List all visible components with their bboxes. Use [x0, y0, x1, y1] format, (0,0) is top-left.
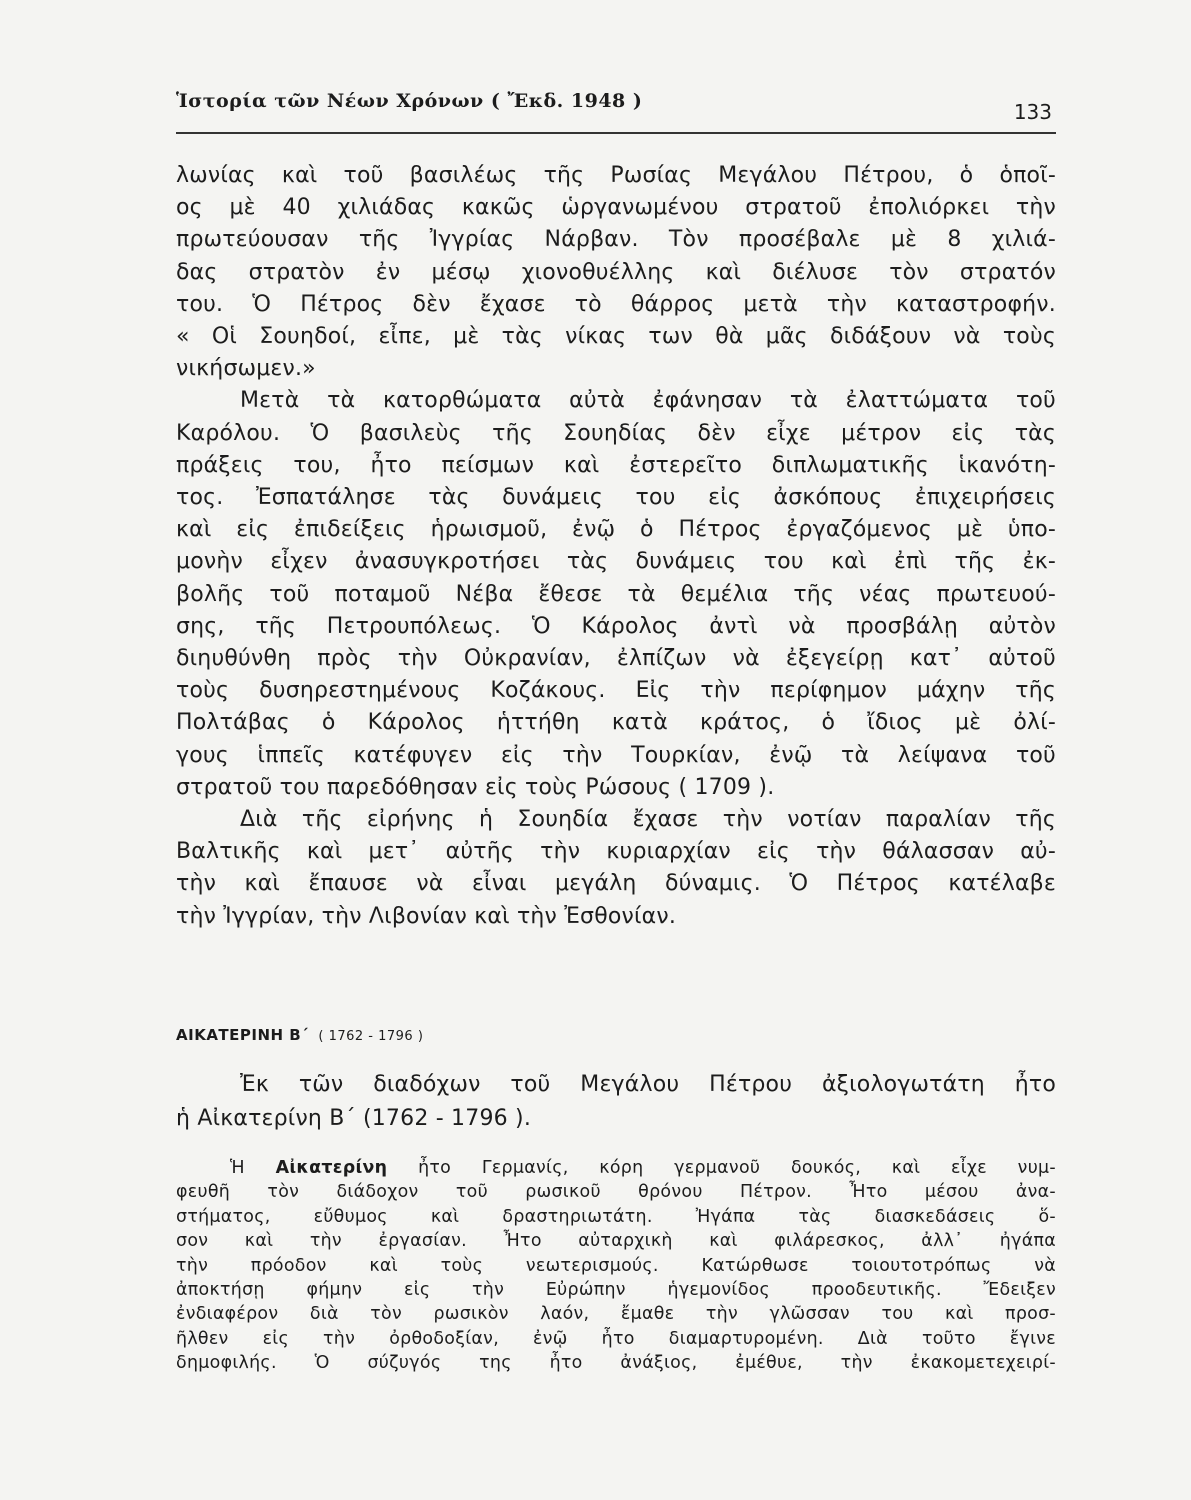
text-line: τὴν πρόοδον καὶ τοὺς νεωτερισμούς. Κατώρθωσε τοιουτοτρόπως νὰ — [176, 1255, 1056, 1276]
text-line: μονὴν εἶχεν ἀνασυγκροτήσει τὰς δυνάμεις του καὶ ἐπὶ τῆς ἐκ- — [176, 549, 1056, 575]
text-line: φευθῆ τὸν διάδοχον τοῦ ρωσικοῦ θρόνου Πέτρον. Ἦτο μέσου ἀνα- — [176, 1182, 1056, 1203]
text-line: ἀποκτήσῃ φήμην εἰς τὴν Εὐρώπην ἡγεμονίδος προοδευτικῆς. Ἔδειξεν — [176, 1280, 1056, 1301]
page-number: 133 — [1013, 100, 1052, 124]
text-line: ἡ Αἰκατερίνη Β΄ (1762 - 1796 ). — [176, 1106, 532, 1131]
section-dates: ( 1762 - 1796 ) — [318, 1029, 424, 1044]
intro-text — [176, 1068, 1056, 1136]
text-line: ἐνδιαφέρον διὰ τὸν ρωσικὸν λαόν, ἔμαθε τὴν γλῶσσαν του καὶ προσ- — [176, 1304, 1056, 1325]
text-line: νικήσωμεν.» — [176, 356, 316, 382]
text-line: σον καὶ τὴν ἐργασίαν. Ἦτο αὐταρχικὴ καὶ φιλάρεσκος, ἀλλ᾽ ἠγάπα — [176, 1231, 1056, 1252]
section-title: ΑΙΚΑΤΕΡΙΝΗ Β΄ — [176, 1026, 309, 1044]
text-prefix: Ἡ — [230, 1158, 276, 1178]
text-line: σης, τῆς Πετρουπόλεως. Ὁ Κάρολος ἀντὶ νὰ προσβάλῃ αὐτὸν — [176, 613, 1056, 639]
text-line: « Οἱ Σουηδοί, εἶπε, μὲ τὰς νίκας των θὰ μᾶς διδάξουν νὰ τοὺς — [176, 324, 1056, 350]
text-line: διηυθύνθη πρὸς τὴν Οὐκρανίαν, ἐλπίζων νὰ ἐξεγείρῃ κατ᾽ αὐτοῦ — [176, 646, 1056, 672]
text-line: πράξεις του, ἦτο πείσμων καὶ ἐστερεῖτο διπλωματικῆς ἱκανότη- — [176, 452, 1056, 478]
text-line: τος. Ἐσπατάλησε τὰς δυνάμεις του εἰς ἀσκόπους ἐπιχειρήσεις — [176, 485, 1056, 511]
text-line: Βαλτικῆς καὶ μετ᾽ αὐτῆς τὴν κυριαρχίαν εἰς τὴν θάλασσαν αὐ- — [176, 839, 1056, 865]
section-heading — [176, 1026, 423, 1044]
text-line: Καρόλου. Ὁ βασιλεὺς τῆς Σουηδίας δὲν εἶχε μέτρον εἰς τὰς — [176, 420, 1056, 446]
text-line: τὴν καὶ ἔπαυσε νὰ εἶναι μεγάλη δύναμις. Ὁ Πέτρος κατέλαβε — [176, 871, 1056, 897]
text-line: καὶ εἰς ἐπιδείξεις ἡρωισμοῦ, ἐνῷ ὁ Πέτρος ἐργαζόμενος μὲ ὑπο- — [176, 517, 1056, 543]
text-line: στρατοῦ του παρεδόθησαν εἰς τοὺς Ρώσους ( 1709 ). — [176, 774, 775, 800]
running-title: Ἱστορία τῶν Νέων Χρόνων ( Ἔκδ. 1948 ) — [176, 90, 643, 112]
text-line: Πολτάβας ὁ Κάρολος ἡττήθη κατὰ κράτος, ὁ ἴδιος μὲ ὀλί- — [176, 710, 1056, 736]
bold-name: Αἰκατερίνη — [275, 1158, 388, 1178]
text-line: τοὺς δυσηρεστημένους Κοζάκους. Εἰς τὴν περίφημον μάχην τῆς — [176, 678, 1056, 704]
text-line: του. Ὁ Πέτρος δὲν ἔχασε τὸ θάρρος μετὰ τὴν καταστροφήν. — [176, 291, 1056, 317]
text-line: ῆλθεν εἰς τὴν ὀρθοδοξίαν, ἐνῷ ἦτο διαμαρτυρομένη. Διὰ τοῦτο ἔγινε — [176, 1328, 1056, 1349]
text-line: γους ἱππεῖς κατέφυγεν εἰς τὴν Τουρκίαν, ἐνῷ τὰ λείψανα τοῦ — [176, 742, 1056, 768]
small-print-paragraph — [176, 1156, 1056, 1376]
body-text — [176, 160, 1056, 933]
text-line: δημοφιλής. Ὁ σύζυγός της ἦτο ἀνάξιος, ἐμέθυε, τὴν ἐκακομετεχειρί- — [176, 1353, 1056, 1374]
text-line: βολῆς τοῦ ποταμοῦ Νέβα ἔθεσε τὰ θεμέλια τῆς νέας πρωτευού- — [176, 581, 1056, 607]
text-rest: ἦτο Γερμανίς, κόρη γερμανοῦ δουκός, καὶ εἶχε νυμ- — [387, 1158, 1056, 1178]
text-line: δας στρατὸν ἐν μέσῳ χιονοθυέλλης καὶ διέλυσε τὸν στρατόν — [176, 259, 1056, 285]
text-line — [176, 1156, 1056, 1180]
text-line: Διὰ τῆς εἰρήνης ἡ Σουηδία ἔχασε τὴν νοτίαν παραλίαν τῆς — [240, 807, 1056, 833]
text-line: τὴν Ἰγγρίαν, τὴν Λιβονίαν καὶ τὴν Ἐσθονίαν. — [176, 903, 677, 929]
text-line: πρωτεύουσαν τῆς Ἰγγρίας Νάρβαν. Τὸν προσέβαλε μὲ 8 χιλιά- — [176, 227, 1056, 253]
text-line: ος μὲ 40 χιλιάδας κακῶς ὡργανωμένου στρατοῦ ἐπολιόρκει τὴν — [176, 195, 1056, 221]
text-line: Μετὰ τὰ κατορθώματα αὐτὰ ἐφάνησαν τὰ ἐλαττώματα τοῦ — [240, 388, 1056, 414]
text-line: στήματος, εὔθυμος καὶ δραστηριωτάτη. Ἠγάπα τὰς διασκεδάσεις ὅ- — [176, 1206, 1056, 1227]
text-line: λωνίας καὶ τοῦ βασιλέως τῆς Ρωσίας Μεγάλου Πέτρου, ὁ ὁποῖ- — [176, 163, 1056, 188]
text-line: Ἐκ τῶν διαδόχων τοῦ Μεγάλου Πέτρου ἀξιολογωτάτη ἦτο — [240, 1072, 1056, 1097]
page-header — [176, 88, 1056, 134]
